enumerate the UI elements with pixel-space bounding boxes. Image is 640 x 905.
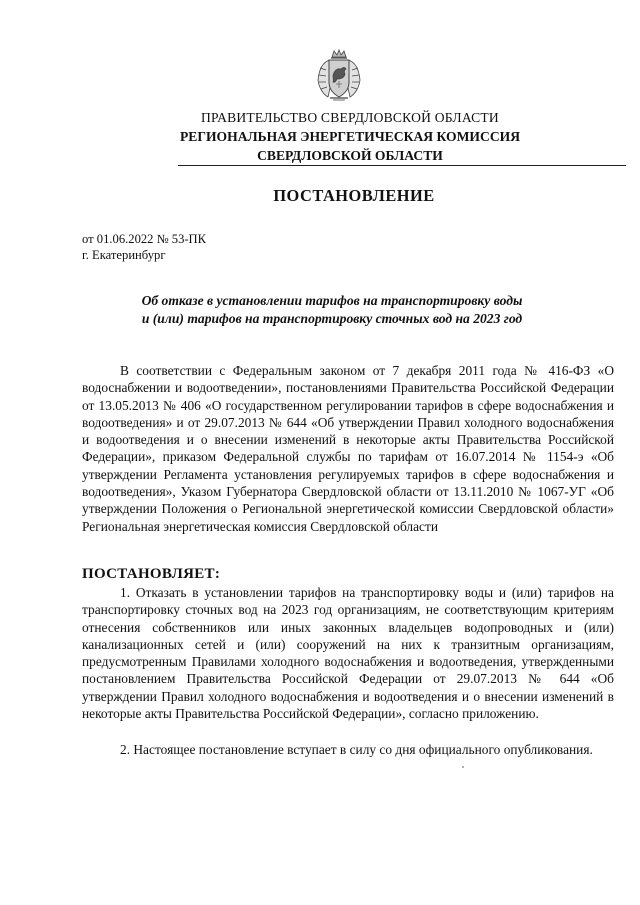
document-title: ПОСТАНОВЛЕНИЕ [273,186,435,205]
document-subject [100,292,564,328]
document-number-date: от 01.06.2022 № 53-ПК [82,232,207,246]
scan-speck [462,766,464,768]
coat-of-arms-icon [316,48,362,102]
commission-region: СВЕРДЛОВСКОЙ ОБЛАСТИ [257,148,443,163]
decree-word: ПОСТАНОВЛЯЕТ: [82,566,221,582]
subject-line-2: и (или) тарифов на транспортировку сточных вод на 2023 год [141,311,523,326]
commission-name: РЕГИОНАЛЬНАЯ ЭНЕРГЕТИЧЕСКАЯ КОМИССИЯ [179,129,521,144]
decision-item-1: 1. Отказать в установлении тарифов на транспортировку воды и (или) тарифов на транспортировку сточных вод на 2023 год организациям, не соответствующим критериям отнесения собственников или иных законных владельцев водопроводных и (или) канализационных сетей и (или) сооружений на них к транзитным организациям, предусмотренным Правилами холодного водоснабжения и водоотведения, утвержденными постановлением Правительства Российской Федерации от 29.07.2013 № 644 «Об утверждении Правил холодного водоснабжения и водоотведения и о внесении изменений в некоторые акты Правительства Российской Федерации», согласно приложению. [82,585,614,722]
header-divider [178,165,626,166]
preamble-paragraph: В соответствии с Федеральным законом от 7 декабря 2011 года № 416-ФЗ «О водоснабжении и водоотведении», постановлениями Правительства Российской Федерации от 13.05.2013 № 406 «О государственном регулировании тарифов в сфере водоснабжения и водоотведения» и от 29.07.2013 № 644 «Об утверждении Правил холодного водоснабжения и водоотведения и о внесении изменений в некоторые акты Правительства Российской Федерации», приказом Федеральной службы по тарифам от 16.07.2014 № 1154-э «Об утверждении Регламента установления регулируемых тарифов в сфере водоснабжения и водоотведения», Указом Губернатора Свердловской области от 13.11.2010 № 1067-УГ «Об утверждении Положения о Региональной энергетической комиссии Свердловской области» Региональная энергетическая комиссия Свердловской области [82,363,614,534]
subject-line-1: Об отказе в установлении тарифов на транспортировку воды [141,293,523,308]
decision-item-2: 2. Настоящее постановление вступает в силу со дня официального опубликования. [120,742,593,757]
document-city: г. Екатеринбург [82,248,166,262]
government-name: ПРАВИТЕЛЬСТВО СВЕРДЛОВСКОЙ ОБЛАСТИ [201,110,499,125]
